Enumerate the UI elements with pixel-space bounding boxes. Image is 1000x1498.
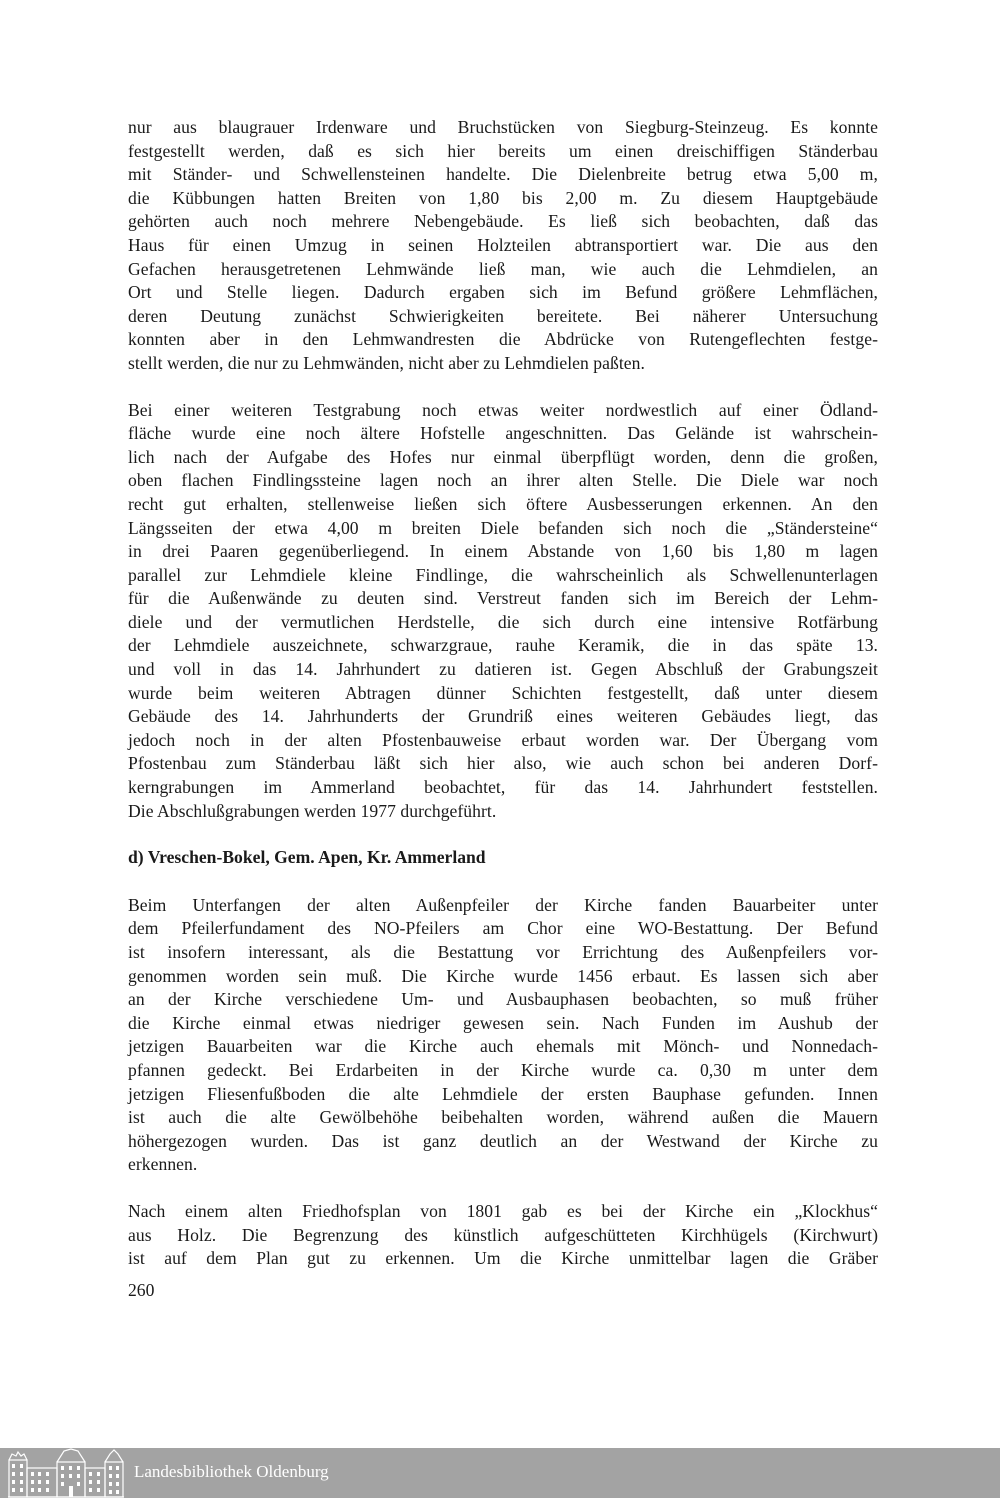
page-body <box>128 116 878 1294</box>
text-line: deren Deutung zunächst Schwierigkeiten bereitete. Bei näherer Untersuchung <box>128 305 878 326</box>
text-line: Ort und Stelle liegen. Dadurch ergaben sich im Befund größere Lehmflächen, <box>128 282 878 303</box>
text-line: der Lehmdiele auszeichnete, schwarzgraue, rauhe Keramik, die in das späte 13. <box>128 635 878 656</box>
text-line: erkennen. <box>128 1154 198 1175</box>
text-line: Bei einer weiteren Testgrabung noch etwas weiter nordwestlich auf einer Ödland- <box>128 399 878 420</box>
text-line: Die Abschlußgrabungen werden 1977 durchgeführt. <box>128 800 497 821</box>
library-footer-bar <box>0 1448 1000 1498</box>
text-line: parallel zur Lehmdiele kleine Findlinge, die wahrscheinlich als Schwellenunterlagen <box>128 564 878 585</box>
page-number: 260 <box>128 1280 155 1300</box>
text-line: Pfostenbau zum Ständerbau läßt sich hier also, wie auch schon bei anderen Dorf- <box>128 753 878 774</box>
text-line: die Kübbungen hatten Breiten von 1,80 bis 2,00 m. Zu diesem Hauptgebäude <box>128 187 878 208</box>
text-line: ist auch die alte Gewölbehöhe beibehalten worden, während außen die Mauern <box>128 1107 878 1128</box>
text-line: und voll in das 14. Jahrhundert zu datieren ist. Gegen Abschluß der Grabungszeit <box>128 659 878 680</box>
text-line: Haus für einen Umzug in seinen Holzteilen abtransportiert war. Die aus den <box>128 234 878 255</box>
paragraph-1 <box>128 116 878 376</box>
text-line: Beim Unterfangen der alten Außenpfeiler der Kirche fanden Bauarbeiter unter <box>128 894 878 915</box>
library-building-icon <box>6 1448 124 1498</box>
text-line: Nach einem alten Friedhofsplan von 1801 gab es bei der Kirche ein „Klockhus“ <box>128 1200 878 1221</box>
text-line: nur aus blaugrauer Irdenware und Bruchstücken von Siegburg-Steinzeug. Es konnte <box>128 117 878 137</box>
text-line: ist insofern interessant, als die Bestattung vor Errichtung des Außenpfeilers vor- <box>128 942 878 962</box>
text-line: kerngrabungen im Ammerland beobachtet, für das 14. Jahrhundert feststellen. <box>128 777 878 798</box>
text-line: lich nach der Aufgabe des Hofes nur einmal überpflügt worden, denn die großen, <box>128 446 878 467</box>
text-line: pfannen gedeckt. Bei Erdarbeiten in der Kirche wurde ca. 0,30 m unter dem <box>128 1059 878 1080</box>
text-line: konnten aber in den Lehmwandresten die Abdrücke von Rutengeflechten festge- <box>128 329 878 350</box>
paragraph-2 <box>128 399 878 824</box>
section-heading: d) Vreschen-Bokel, Gem. Apen, Kr. Ammerland <box>128 847 486 868</box>
text-line: oben flachen Findlingssteine lagen noch an ihrer alten Stelle. Die Diele war noch <box>128 470 878 491</box>
text-line: in drei Paaren gegenüberliegend. In einem Abstande von 1,60 bis 1,80 m lagen <box>128 541 878 562</box>
text-line: jetzigen Bauarbeiten war die Kirche auch ehemals mit Mönch- und Nonnedach- <box>128 1036 878 1057</box>
text-line: gehörten auch noch mehrere Nebengebäude. Es ließ sich beobachten, daß das <box>128 211 878 232</box>
text-line: Gefachen herausgetretenen Lehmwände ließ man, wie auch die Lehmdielen, an <box>128 258 878 279</box>
library-name: Landesbibliothek Oldenburg <box>134 1462 329 1481</box>
text-line: höhergezogen wurden. Das ist ganz deutlich an der Westwand der Kirche zu <box>128 1130 878 1151</box>
text-line: jetzigen Fliesenfußboden die alte Lehmdiele der ersten Bauphase gefunden. Innen <box>128 1083 878 1104</box>
text-line: jedoch noch in der alten Pfostenbauweise erbaut worden war. Der Übergang vom <box>128 729 878 750</box>
text-line: Gebäude des 14. Jahrhunderts der Grundriß eines weiteren Gebäudes liegt, das <box>128 706 878 727</box>
text-line: stellt werden, die nur zu Lehmwänden, nicht aber zu Lehmdielen paßten. <box>128 352 645 373</box>
text-line: für die Außenwände zu deuten sind. Verstreut fanden sich im Bereich der Lehm- <box>128 588 878 609</box>
text-line: wurde beim weiteren Abtragen dünner Schichten festgestellt, daß unter diesem <box>128 682 878 703</box>
text-line: ist auf dem Plan gut zu erkennen. Um die Kirche unmittelbar lagen die Gräber <box>128 1248 878 1269</box>
text-line: mit Ständer- und Schwellensteinen handelte. Die Dielenbreite betrug etwa 5,00 m, <box>128 164 878 185</box>
text-line: an der Kirche verschiedene Um- und Ausbauphasen beobachten, so muß früher <box>128 989 878 1010</box>
section-paragraph-1 <box>128 894 878 1177</box>
text-line: genommen worden sein muß. Die Kirche wurde 1456 erbaut. Es lassen sich aber <box>128 965 878 986</box>
text-line: Längsseiten der etwa 4,00 m breiten Diele befanden sich noch die „Ständersteine“ <box>128 517 878 538</box>
section-paragraph-2 <box>128 1200 878 1271</box>
text-line: fläche wurde eine noch ältere Hofstelle angeschnitten. Das Gelände ist wahrschein- <box>128 423 878 444</box>
text-line: diele und der vermutlichen Herdstelle, die sich durch eine intensive Rotfärbung <box>128 611 878 632</box>
text-line: recht gut erhalten, stellenweise ließen sich öftere Ausbesserungen erkennen. An den <box>128 493 878 514</box>
text-line: dem Pfeilerfundament des NO-Pfeilers am Chor eine WO-Bestattung. Der Befund <box>128 918 878 939</box>
text-line: die Kirche einmal etwas niedriger gewesen sein. Nach Funden im Aushub der <box>128 1012 878 1033</box>
text-line: aus Holz. Die Begrenzung des künstlich aufgeschütteten Kirchhügels (Kirchwurt) <box>128 1224 878 1245</box>
text-line: festgestellt werden, daß es sich hier bereits um einen dreischiffigen Ständerbau <box>128 140 878 161</box>
